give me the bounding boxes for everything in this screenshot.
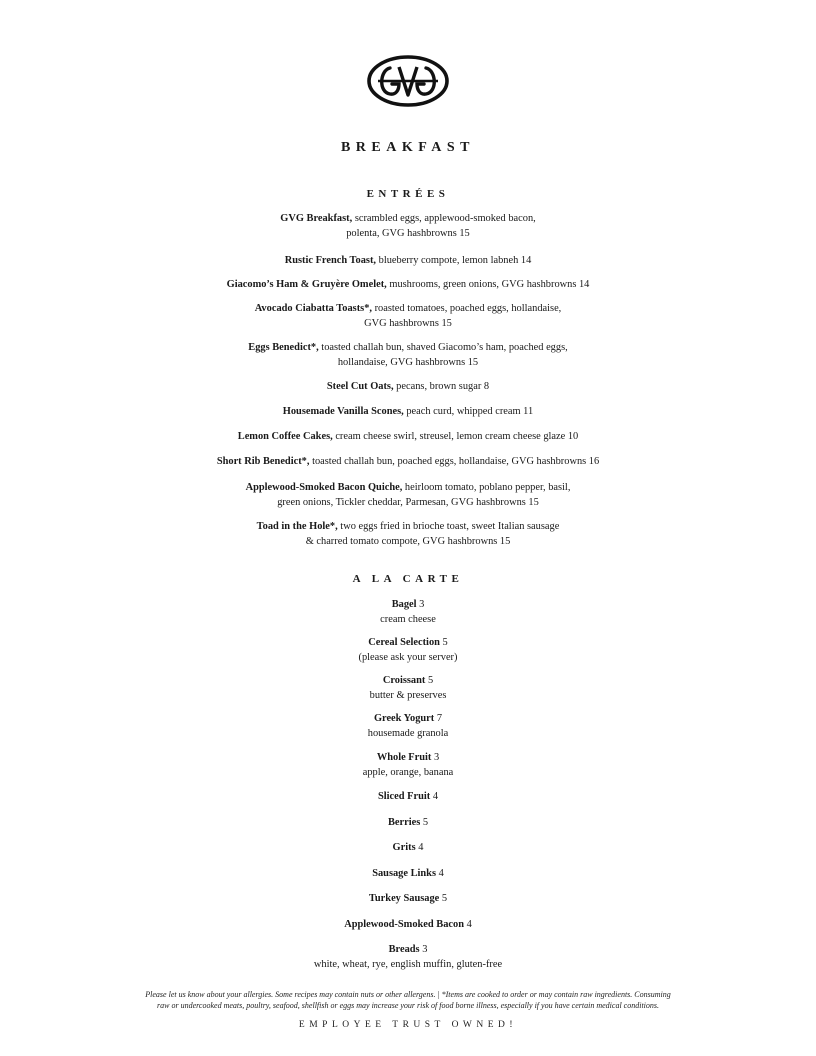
entree-description: cream cheese swirl, streusel, lemon cream cheese glaze 10 — [332, 431, 579, 442]
allergy-note-line: Please let us know about your allergies. Some recipes may contain nuts or other allergens. | *Items are cooked to order or may contain raw ingredients. Consuming — [145, 990, 671, 999]
alacarte-line — [0, 866, 816, 881]
entree-description: toasted challah bun, poached eggs, hollandaise, GVG hashbrowns 16 — [309, 456, 600, 467]
entree-item — [0, 379, 816, 394]
alacarte-price: 4 — [430, 791, 439, 802]
alacarte-name: Sausage Links — [372, 868, 437, 879]
entree-name: Eggs Benedict*, — [248, 342, 319, 353]
alacarte-price: 4 — [464, 919, 472, 930]
alacarte-line — [0, 942, 816, 957]
entree-description: two eggs fried in brioche toast, sweet Italian sausage — [337, 521, 560, 532]
entree-item — [0, 301, 816, 331]
entree-description: peach curd, whipped cream 11 — [403, 406, 534, 417]
alacarte-description: butter & preserves — [369, 690, 447, 701]
entree-description-continued: green onions, Tickler cheddar, Parmesan, GVG hashbrowns 15 — [277, 497, 539, 508]
entree-line — [0, 480, 816, 495]
allergy-note-line: raw or undercooked meats, poultry, seafood, shellfish or eggs may increase your risk of food borne illness, especially if you have certain medical conditions. — [157, 1000, 659, 1010]
entrees-heading: ENTRÉES — [366, 188, 450, 200]
alacarte-line — [0, 635, 816, 650]
entree-line — [0, 379, 816, 394]
alacarte-description: (please ask your server) — [358, 652, 458, 663]
alacarte-name: Applewood-Smoked Bacon — [344, 919, 464, 930]
alacarte-line — [0, 815, 816, 830]
alacarte-name: Berries — [387, 817, 421, 828]
entree-line — [0, 301, 816, 316]
alacarte-item — [0, 815, 816, 830]
alacarte-line — [0, 673, 816, 688]
entree-name: Short Rib Benedict*, — [216, 456, 310, 467]
alacarte-name: Croissant — [382, 675, 426, 686]
entree-description: heirloom tomato, poblano pepper, basil, — [402, 482, 571, 493]
entree-item — [0, 277, 816, 292]
alacarte-description: white, wheat, rye, english muffin, gluten-free — [313, 959, 503, 970]
entree-item — [0, 519, 816, 549]
alacarte-price: 3 — [431, 752, 440, 763]
alacarte-price: 4 — [415, 842, 424, 853]
alacarte-item — [0, 840, 816, 855]
entree-line — [0, 340, 816, 355]
alacarte-price: 5 — [420, 817, 429, 828]
alacarte-item — [0, 635, 816, 665]
entree-item — [0, 253, 816, 268]
entree-name: Giacomo’s Ham & Gruyère Omelet, — [226, 279, 387, 290]
alacarte-price: 5 — [425, 675, 434, 686]
entree-description: mushrooms, green onions, GVG hashbrowns 14 — [386, 279, 590, 290]
alacarte-line — [0, 917, 816, 932]
alacarte-item — [0, 597, 816, 627]
alacarte-description: apple, orange, banana — [362, 767, 454, 778]
alacarte-name: Cereal Selection — [368, 637, 440, 648]
entree-name: GVG Breakfast, — [280, 213, 353, 224]
entree-line — [0, 404, 816, 419]
alacarte-line — [0, 789, 816, 804]
alacarte-name: Whole Fruit — [376, 752, 432, 763]
alacarte-price: 7 — [434, 713, 443, 724]
alacarte-name: Sliced Fruit — [377, 791, 431, 802]
entree-line — [0, 253, 816, 268]
page-title: BREAKFAST — [340, 140, 476, 155]
entree-item — [0, 454, 816, 469]
entree-description-continued: & charred tomato compote, GVG hashbrowns 15 — [305, 536, 511, 547]
alacarte-item — [0, 917, 816, 932]
alacarte-price: 5 — [439, 637, 448, 648]
alacarte-description: housemade granola — [367, 728, 449, 739]
entree-item — [0, 480, 816, 510]
entree-line — [0, 454, 816, 469]
entree-item — [0, 340, 816, 370]
entree-item — [0, 404, 816, 419]
alacarte-name: Grits — [392, 842, 416, 853]
entree-line — [0, 429, 816, 444]
alacarte-price: 5 — [439, 893, 448, 904]
entree-description-continued: polenta, GVG hashbrowns 15 — [346, 228, 470, 239]
employee-owned-tagline: EMPLOYEE TRUST OWNED! — [298, 1020, 518, 1030]
entree-line — [0, 277, 816, 292]
alacarte-name: Turkey Sausage — [368, 893, 440, 904]
alacarte-price: 4 — [436, 868, 444, 879]
entree-line — [0, 211, 816, 226]
alacarte-description: cream cheese — [380, 614, 436, 625]
alacarte-line — [0, 840, 816, 855]
entree-name: Rustic French Toast, — [284, 255, 377, 266]
alacarte-item — [0, 891, 816, 906]
alacarte-item — [0, 789, 816, 804]
entree-description: scrambled eggs, applewood-smoked bacon, — [352, 213, 536, 224]
entree-name: Toad in the Hole*, — [256, 521, 338, 532]
entree-name: Lemon Coffee Cakes, — [237, 431, 333, 442]
alacarte-item — [0, 866, 816, 881]
alacarte-item — [0, 750, 816, 780]
entree-item — [0, 211, 816, 241]
alacarte-name: Bagel — [391, 599, 417, 610]
alacarte-item — [0, 673, 816, 703]
entree-item — [0, 429, 816, 444]
alacarte-price: 3 — [416, 599, 425, 610]
entree-description: pecans, brown sugar 8 — [393, 381, 490, 392]
gvg-logo — [366, 54, 450, 108]
alacarte-line — [0, 597, 816, 612]
entree-name: Steel Cut Oats, — [326, 381, 394, 392]
entree-name: Housemade Vanilla Scones, — [282, 406, 404, 417]
entree-name: Applewood-Smoked Bacon Quiche, — [245, 482, 403, 493]
entree-description: roasted tomatoes, poached eggs, hollandaise, — [372, 303, 562, 314]
alacarte-item — [0, 711, 816, 741]
alacarte-name: Greek Yogurt — [373, 713, 435, 724]
alacarte-line — [0, 711, 816, 726]
entree-line — [0, 519, 816, 534]
entree-description-continued: GVG hashbrowns 15 — [364, 318, 452, 329]
allergy-note — [40, 990, 776, 1011]
alacarte-heading: A LA CARTE — [352, 573, 464, 585]
entree-name: Avocado Ciabatta Toasts*, — [254, 303, 372, 314]
entree-description-continued: hollandaise, GVG hashbrowns 15 — [337, 357, 479, 368]
alacarte-item — [0, 942, 816, 972]
entree-description: blueberry compote, lemon labneh 14 — [376, 255, 532, 266]
alacarte-name: Breads — [388, 944, 420, 955]
alacarte-line — [0, 750, 816, 765]
entree-description: toasted challah bun, shaved Giacomo’s ham, poached eggs, — [318, 342, 568, 353]
alacarte-line — [0, 891, 816, 906]
alacarte-price: 3 — [419, 944, 428, 955]
